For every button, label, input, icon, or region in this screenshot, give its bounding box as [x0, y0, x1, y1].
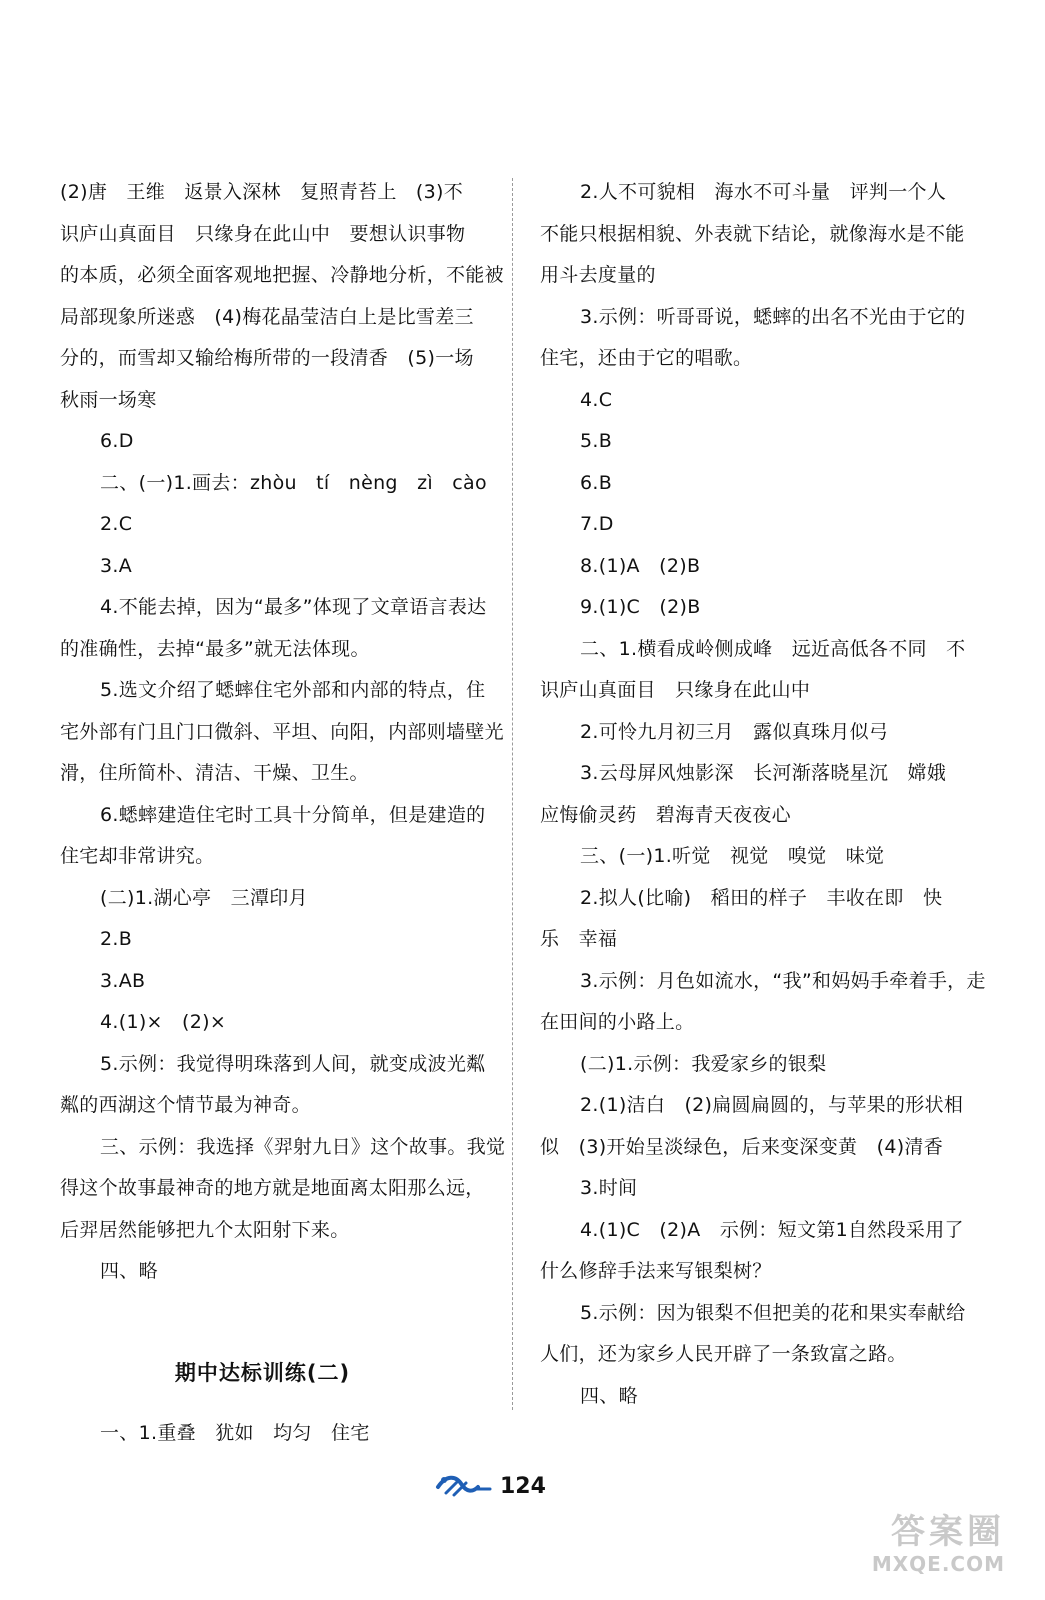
right-column: [540, 172, 986, 1417]
text-line: 住宅，还由于它的唱歌。: [540, 347, 753, 369]
text-line: 在田间的小路上。: [540, 1011, 695, 1033]
answer-line: 3.示例：听哥哥说，蟋蟀的出名不光由于它的: [580, 305, 966, 328]
text-line: 人们，还为家乡人民开辟了一条致富之路。: [540, 1343, 907, 1365]
text-line: 的准确性，去掉“最多”就无法体现。: [60, 637, 370, 660]
answer-line: 6.D: [100, 430, 134, 452]
answer-line: 6.B: [580, 471, 613, 494]
page-footer: [436, 1466, 546, 1506]
answer-line: (二)1.湖心亭 三潭印月: [100, 886, 308, 909]
answer-line: 2.拟人(比喻) 稻田的样子 丰收在即 快: [580, 886, 943, 909]
answer-line: 一、1.重叠 犹如 均匀 住宅: [100, 1421, 370, 1444]
text-line: 识庐山真面目 只缘身在此山中: [540, 679, 811, 701]
text-line: 局部现象所迷惑 (4)梅花晶莹洁白上是比雪差三: [60, 305, 474, 328]
answer-line: 9.(1)C (2)B: [580, 596, 701, 618]
answer-line: 4.C: [580, 388, 613, 411]
page-logo-icon: [436, 1471, 492, 1501]
text-line: 粼的西湖这个情节最为神奇。: [60, 1094, 311, 1116]
text-line: 似 (3)开始呈淡绿色，后来变深变黄 (4)清香: [540, 1135, 944, 1158]
text-line: 滑，住所简朴、清洁、干燥、卫生。: [60, 762, 369, 784]
text-line: 识庐山真面目 只缘身在此山中 要想认识事物: [60, 222, 466, 245]
text-line: 应悔偷灵药 碧海青天夜夜心: [540, 803, 791, 826]
text-line: 的本质，必须全面客观地把握、冷静地分析，不能被: [60, 264, 504, 286]
left-column: [60, 172, 506, 1454]
answer-line: 二、1.横看成岭侧成峰 远近高低各不同 不: [580, 637, 966, 660]
answer-line: 3.云母屏风烛影深 长河渐落晓星沉 嫦娥: [580, 762, 947, 784]
answer-line: 5.B: [580, 430, 613, 452]
answer-line: 5.示例：我觉得明珠落到人间，就变成波光粼: [100, 1052, 486, 1075]
answer-line: 三、示例：我选择《羿射九日》这个故事。我觉: [100, 1135, 506, 1158]
answer-line: 二、(一)1.画去：zhòu tí nèng zì cào: [100, 471, 487, 494]
answer-line: 4.不能去掉，因为“最多”体现了文章语言表达: [100, 596, 487, 618]
section-heading: 期中达标训练(二): [174, 1360, 351, 1385]
watermark-title: 答案圈: [891, 1512, 1005, 1552]
text-line: 乐 幸福: [540, 928, 618, 950]
section-gap: [60, 1293, 465, 1333]
answer-line: 4.(1)× (2)×: [100, 1011, 227, 1033]
watermark-url: MXQE.COM: [871, 1552, 1005, 1576]
watermark: [835, 1512, 1005, 1578]
answer-line: 2.可怜九月初三月 露似真珠月似弓: [580, 720, 889, 743]
answer-line: 3.A: [100, 554, 133, 577]
answer-line: 2.B: [100, 928, 133, 950]
text-line: 住宅却非常讲究。: [60, 845, 215, 867]
answer-line: 2.人不可貌相 海水不可斗量 评判一个人: [580, 181, 947, 203]
text-line: 宅外部有门且门口微斜、平坦、向阳，内部则墙壁光: [60, 720, 504, 743]
answer-line: 8.(1)A (2)B: [580, 554, 701, 577]
answer-line: 3.示例：月色如流水，“我”和妈妈手牵着手，走: [580, 969, 986, 992]
answer-line: 4.(1)C (2)A 示例：短文第1自然段采用了: [580, 1218, 964, 1241]
answer-line: 3.AB: [100, 969, 146, 992]
answer-line: 2.C: [100, 513, 133, 535]
answer-line: 3.时间: [580, 1177, 638, 1199]
answer-line: (二)1.示例：我爱家乡的银梨: [580, 1052, 827, 1075]
text-line: 得这个故事最神奇的地方就是地面离太阳那么远，: [60, 1177, 485, 1199]
text-line: 后羿居然能够把九个太阳射下来。: [60, 1218, 350, 1241]
text-line: 分的，而雪却又输给梅所带的一段清香 (5)一场: [60, 347, 474, 369]
text-line: 不能只根据相貌、外表就下结论，就像海水是不能: [540, 222, 965, 245]
column-divider: [512, 178, 513, 1410]
text-line: (2)唐 王维 返景入深林 复照青苔上 (3)不: [60, 181, 464, 203]
text-line: 什么修辞手法来写银梨树？: [540, 1260, 772, 1282]
text-line: 用斗去度量的: [540, 264, 656, 286]
answer-line: 2.(1)洁白 (2)扁圆扁圆的，与苹果的形状相: [580, 1094, 964, 1116]
answer-line: 5.示例：因为银梨不但把美的花和果实奉献给: [580, 1301, 966, 1324]
answer-line: 四、略: [100, 1260, 158, 1282]
answer-line: 5.选文介绍了蟋蟀住宅外部和内部的特点，住: [100, 679, 486, 701]
answer-line: 四、略: [580, 1384, 638, 1407]
answer-line: 6.蟋蟀建造住宅时工具十分简单，但是建造的: [100, 803, 486, 826]
answer-line: 7.D: [580, 513, 614, 535]
page-number: 124: [500, 1473, 546, 1499]
text-line: 秋雨一场寒: [60, 388, 157, 411]
answer-line: 三、(一)1.听觉 视觉 嗅觉 味觉: [580, 845, 885, 867]
